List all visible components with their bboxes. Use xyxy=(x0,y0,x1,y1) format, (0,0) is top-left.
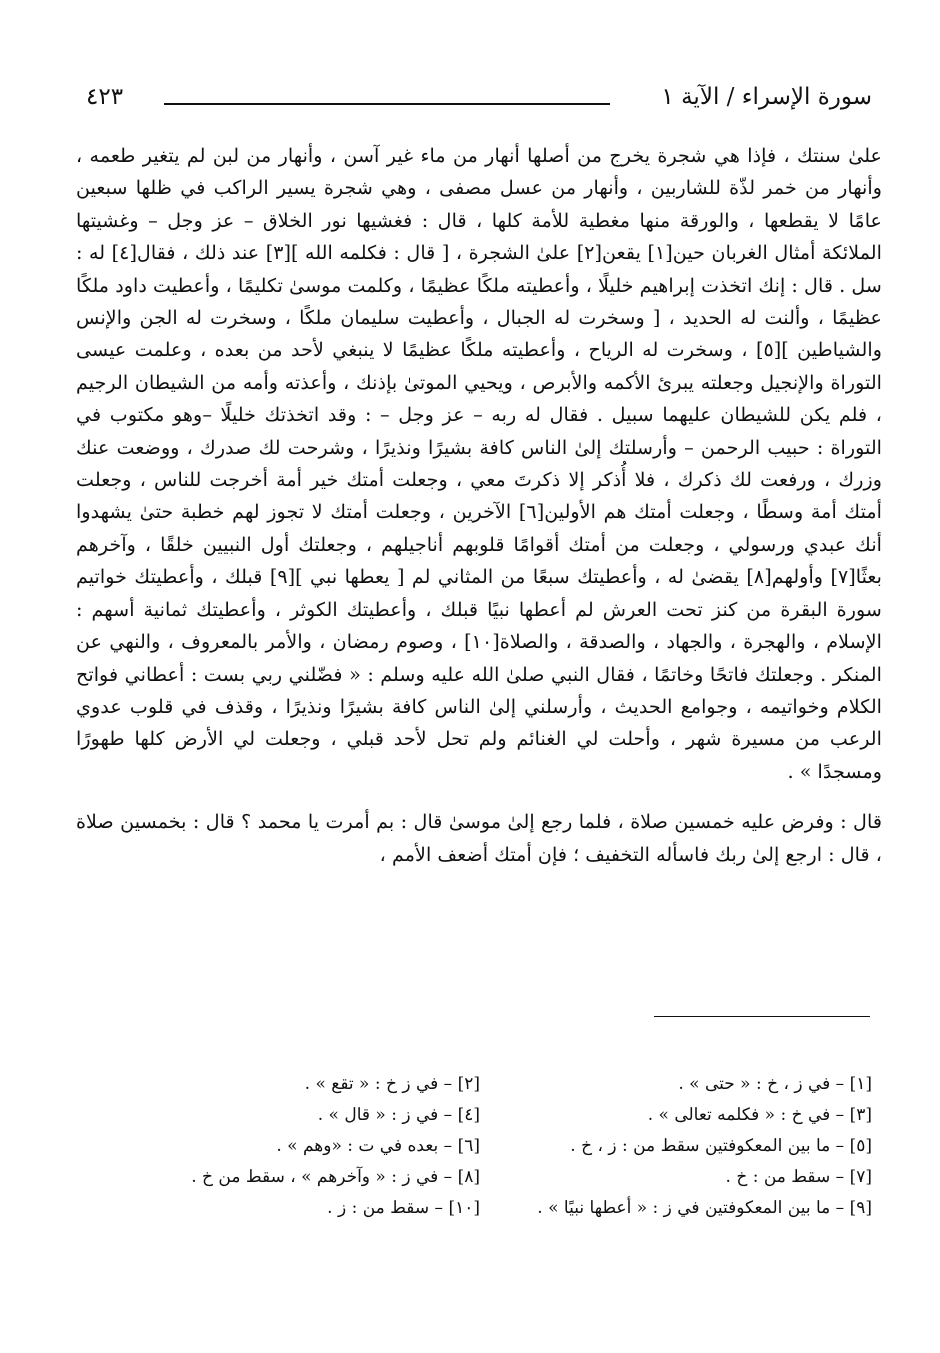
page-number: ٤٢٣ xyxy=(86,84,124,110)
footnote: [٢] – في ز خ : « تقع » . xyxy=(304,1074,480,1094)
footnote: [٤] – في ز : « قال » . xyxy=(317,1105,480,1125)
footnote: [٩] – ما بين المعكوفتين في ز : « أعطها نبيًا » . xyxy=(537,1198,872,1218)
paragraph: علىٰ سنتك ، فإذا هي شجرة يخرج من أصلها أنهار من ماء غير آسن ، وأنهار من لبن لم يتغير طعمه ، وأنهار من خمر لذّة للشاربين ، وأنهار من عسل مصفى ، وهي شجرة يسير الراكب في ظلها سبعين عامًا لا يقطعها ، والورقة منها مغطية للأمة كلها ، قال : فغشيها نور الخلاق – عز وجل – وغشيتها الملائكة أمثال الغربان حين[١] يقعن[٢] علىٰ الشجرة ، [ قال : فكلمه الله ][٣] عند ذلك ، فقال[٤] له : سل . قال : إنك اتخذت إبراهيم خليلًا ، وأعطيته ملكًا عظيمًا ، وكلمت موسىٰ تكليمًا ، وأعطيت داود ملكًا عظيمًا ، وألنت له الحديد ، [ وسخرت له الجبال ، وأعطيت سليمان ملكًا ، وسخرت له الجن والإنس والشياطين ][٥] ، وسخرت له الرياح ، وأعطيته ملكًا عظيمًا لا ينبغي لأحد من بعده ، وعلمت عيسى التوراة والإنجيل وجعلته يبرئ الأكمه والأبرص ، ويحيي الموتىٰ بإذنك ، وأعذته وأمه من الشيطان الرجيم ، فلم يكن للشيطان عليهما سبيل . فقال له ربه – عز وجل – : وقد اتخذتك خليلًا –وهو مكتوب في التوراة : حبيب الرحمن – وأرسلتك إلىٰ الناس كافة بشيرًا ونذيرًا ، وشرحت لك صدرك ، ووضعت عنك وزرك ، ورفعت لك ذكرك ، فلا أُذكر إلا ذكرتَ معي ، وجعلت أمتك خير أمة أخرجت للناس ، وجعلت أمتك أمة وسطًا ، وجعلت أمتك هم الأولين[٦] الآخرين ، وجعلت أمتك لا تجوز لهم خطبة حتىٰ يشهدوا أنك عبدي ورسولي ، وجعلت من أمتك أقوامًا قلوبهم أناجيلهم ، وجعلتك أول النبيين خلقًا ، وآخرهم بعثًا[٧] وأولهم[٨] يقضىٰ له ، وأعطيتك سبعًا من المثاني لم [ يعطها نبي ][٩] قبلك ، وأعطيتك خواتيم سورة البقرة من كنز تحت العرش لم أعطها نبيًا قبلك ، وأعطيتك الكوثر ، وأعطيتك ثمانية أسهم : الإسلام ، والهجرة ، والجهاد ، والصدقة ، والصلاة[١٠] ، وصوم رمضان ، والأمر بالمعروف ، والنهي عن المنكر . وجعلتك فاتحًا وخاتمًا ، فقال النبي صلىٰ الله عليه وسلم : « فضّلني ربي بست : أعطاني فواتح الكلام وخواتيمه ، وجوامع الحديث ، وأرسلني إلىٰ الناس كافة بشيرًا ونذيرًا ، وقذف في قلوب عدوي الرعب من مسيرة شهر ، وأحلت لي الغنائم ولم تحل لأحد قبلي ، وجعلت لي الأرض كلها طهورًا ومسجدًا » . xyxy=(76,144,882,783)
footnote: [٨] – في ز : « وآخرهم » ، سقط من خ . xyxy=(191,1167,480,1187)
header-rule xyxy=(164,103,610,105)
page-header xyxy=(86,84,872,118)
running-title: سورة الإسراء / الآية ١ xyxy=(661,84,872,110)
footnote: [١٠] – سقط من : ز . xyxy=(327,1198,480,1218)
footnote: [٧] – سقط من : خ . xyxy=(725,1167,872,1187)
main-text xyxy=(76,140,882,871)
footnote: [٦] – بعده في ت : «وهم » . xyxy=(276,1136,480,1156)
footnote: [١] – في ز ، خ : « حتى » . xyxy=(678,1074,872,1094)
footnote: [٣] – في خ : « فكلمه تعالى » . xyxy=(647,1105,872,1125)
footnotes xyxy=(112,1070,872,1222)
footnote: [٥] – ما بين المعكوفتين سقط من : ز ، خ . xyxy=(570,1136,872,1156)
paragraph: قال : وفرض عليه خمسين صلاة ، فلما رجع إلىٰ موسىٰ قال : بم أمرت يا محمد ؟ قال : بخمسين صلاة ، قال : ارجع إلىٰ ربك فاسأله التخفيف ؛ فإن أمتك أضعف الأمم ، xyxy=(76,810,882,866)
footnote-separator xyxy=(654,1016,870,1017)
